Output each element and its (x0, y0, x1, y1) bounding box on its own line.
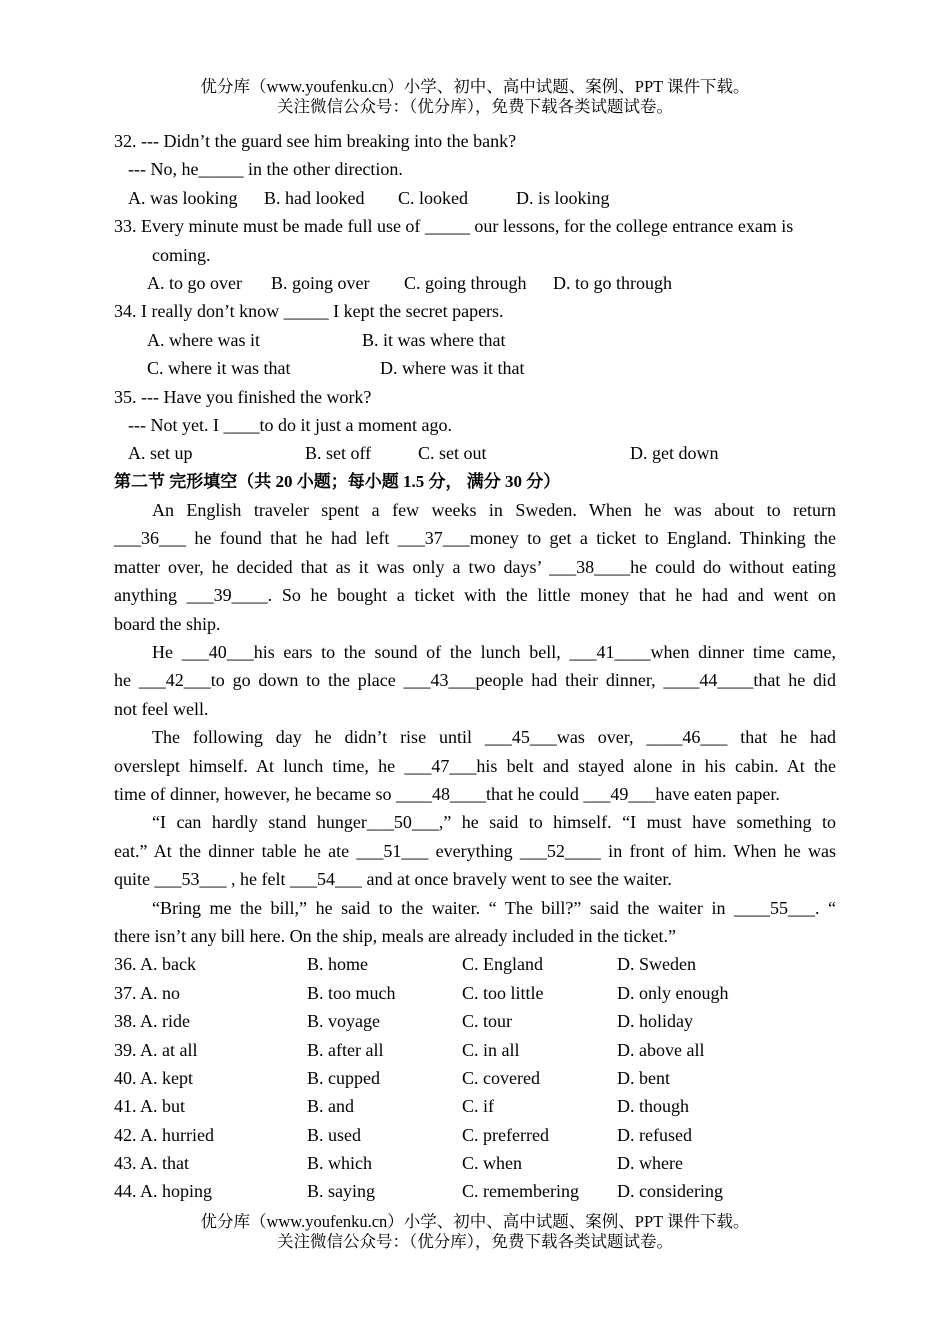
option-a: 43. A. that (114, 1153, 189, 1174)
option-row (114, 1121, 836, 1149)
q35-reply: --- Not yet. I ____to do it just a moment ago. (128, 414, 452, 435)
option-b: B. saying (307, 1181, 376, 1202)
option-d: D. only enough (617, 982, 729, 1003)
option-b: B. voyage (307, 1011, 380, 1032)
option-c: C. preferred (462, 1124, 549, 1145)
q34-stem: 34. I really don’t know _____ I kept the secret papers. (114, 301, 504, 322)
option-d: D. refused (617, 1124, 692, 1145)
passage-line: board the ship. (114, 613, 221, 634)
option-a: 37. A. no (114, 982, 181, 1003)
passage-line: matter over, he decided that as it was only a two days’ ___38____he could do without eating (114, 556, 836, 577)
passage-line: “Bring me the bill,” he said to the waiter. “ The bill?” said the waiter in ____55___. “ (152, 897, 836, 918)
passage-line: overslept himself. At lunch time, he ___47___his belt and stayed alone in his cabin. At the (114, 755, 836, 776)
option-a: 39. A. at all (114, 1039, 198, 1060)
q34-options-cd (114, 354, 836, 382)
option-c: C. remembering (462, 1181, 579, 1202)
passage-line: He ___40___his ears to the sound of the lunch bell, ___41____when dinner time came, (152, 642, 836, 663)
passage-line: anything ___39____. So he bought a ticket with the little money that he had and went on (114, 585, 836, 606)
option-row (114, 1064, 836, 1092)
q33-stem-2: coming. (152, 244, 211, 265)
header-line-2: 关注微信公众号：（优分库），免费下载各类试题试卷。 (277, 97, 673, 116)
option-d: D. bent (617, 1067, 670, 1088)
option-row (114, 950, 836, 978)
q35-stem: 35. --- Have you finished the work? (114, 386, 372, 407)
option-c: C. covered (462, 1067, 540, 1088)
q35-options (114, 439, 836, 467)
option-row (114, 1149, 836, 1177)
q34-option-b: B. it was where that (362, 329, 506, 350)
option-a: 44. A. hoping (114, 1181, 213, 1202)
option-a: 41. A. but (114, 1096, 186, 1117)
passage-line: eat.” At the dinner table he ate ___51___ everything ___52____ in front of him. When he was (114, 840, 836, 861)
option-d: D. though (617, 1096, 689, 1117)
option-c: C. in all (462, 1039, 520, 1060)
q32-option-b: B. had looked (264, 187, 365, 208)
option-b: B. home (307, 954, 368, 975)
passage-line: The following day he didn’t rise until ___45___was over, ____46___ that he had (152, 727, 836, 748)
option-c: C. when (462, 1153, 522, 1174)
q32-option-c: C. looked (398, 187, 468, 208)
option-c: C. tour (462, 1011, 513, 1032)
q32-reply: --- No, he_____ in the other direction. (128, 159, 403, 180)
option-b: B. used (307, 1124, 361, 1145)
passage-line: ___36___ he found that he had left ___37___money to get a ticket to England. Thinking the (114, 528, 836, 549)
option-a: 42. A. hurried (114, 1124, 214, 1145)
passage-line: “I can hardly stand hunger___50___,” he said to himself. “I must have something to (152, 812, 836, 833)
q32-options (114, 184, 836, 212)
exam-content (114, 127, 836, 1206)
option-b: B. cupped (307, 1067, 380, 1088)
q33-option-c: C. going through (404, 272, 527, 293)
footer-watermark (0, 1212, 950, 1252)
q32-option-a: A. was looking (128, 187, 238, 208)
passage-line: quite ___53___ , he felt ___54___ and at once bravely went to see the waiter. (114, 869, 672, 890)
q34-option-a: A. where was it (147, 329, 260, 350)
option-row (114, 979, 836, 1007)
passage-line: An English traveler spent a few weeks in Sweden. When he was about to return (152, 500, 836, 521)
option-row (114, 1177, 836, 1205)
option-c: C. too little (462, 982, 544, 1003)
option-b: B. too much (307, 982, 396, 1003)
q35-option-b: B. set off (305, 443, 372, 464)
option-d: D. where (617, 1153, 683, 1174)
option-a: 40. A. kept (114, 1067, 193, 1088)
q35-option-a: A. set up (128, 443, 193, 464)
q33-options (114, 269, 836, 297)
option-b: B. and (307, 1096, 354, 1117)
passage-line: not feel well. (114, 698, 209, 719)
option-a: 38. A. ride (114, 1011, 190, 1032)
q35-option-c: C. set out (418, 443, 487, 464)
q35-option-d: D. get down (630, 443, 719, 464)
footer-line-2: 关注微信公众号：（优分库），免费下载各类试题试卷。 (277, 1232, 673, 1251)
option-d: D. considering (617, 1181, 723, 1202)
option-d: D. above all (617, 1039, 705, 1060)
passage-line: there isn’t any bill here. On the ship, meals are already included in the ticket.” (114, 925, 676, 946)
passage-line: he ___42___to go down to the place ___43___people had their dinner, ____44____that he did (114, 670, 836, 691)
option-row (114, 1092, 836, 1120)
option-d: D. Sweden (617, 954, 696, 975)
q32-option-d: D. is looking (516, 187, 610, 208)
header-line-1: 优分库（www.youfenku.cn）小学、初中、高中试题、案例、PPT 课件下载。 (200, 77, 750, 96)
option-d: D. holiday (617, 1011, 693, 1032)
header-watermark (0, 77, 950, 117)
option-c: C. if (462, 1096, 495, 1117)
option-row (114, 1007, 836, 1035)
option-b: B. which (307, 1153, 372, 1174)
section-title: 第二节 完形填空（共 20 小题；每小题 1.5 分， 满分 30 分） (114, 471, 561, 491)
option-a: 36. A. back (114, 954, 196, 975)
option-b: B. after all (307, 1039, 384, 1060)
q34-option-d: D. where was it that (380, 358, 525, 379)
q33-stem-1: 33. Every minute must be made full use of _____ our lessons, for the college entrance exam is (114, 216, 794, 237)
option-c: C. England (462, 954, 543, 975)
q33-option-d: D. to go through (553, 272, 672, 293)
q32-stem: 32. --- Didn’t the guard see him breaking into the bank? (114, 131, 517, 151)
q34-options-ab (114, 326, 836, 354)
q33-option-b: B. going over (271, 272, 370, 293)
q33-option-a: A. to go over (147, 272, 242, 293)
q34-option-c: C. where it was that (147, 358, 291, 379)
passage-line: time of dinner, however, he became so ____48____that he could ___49___have eaten paper. (114, 783, 780, 804)
option-row (114, 1036, 836, 1064)
footer-line-1: 优分库（www.youfenku.cn）小学、初中、高中试题、案例、PPT 课件下载。 (200, 1212, 750, 1231)
